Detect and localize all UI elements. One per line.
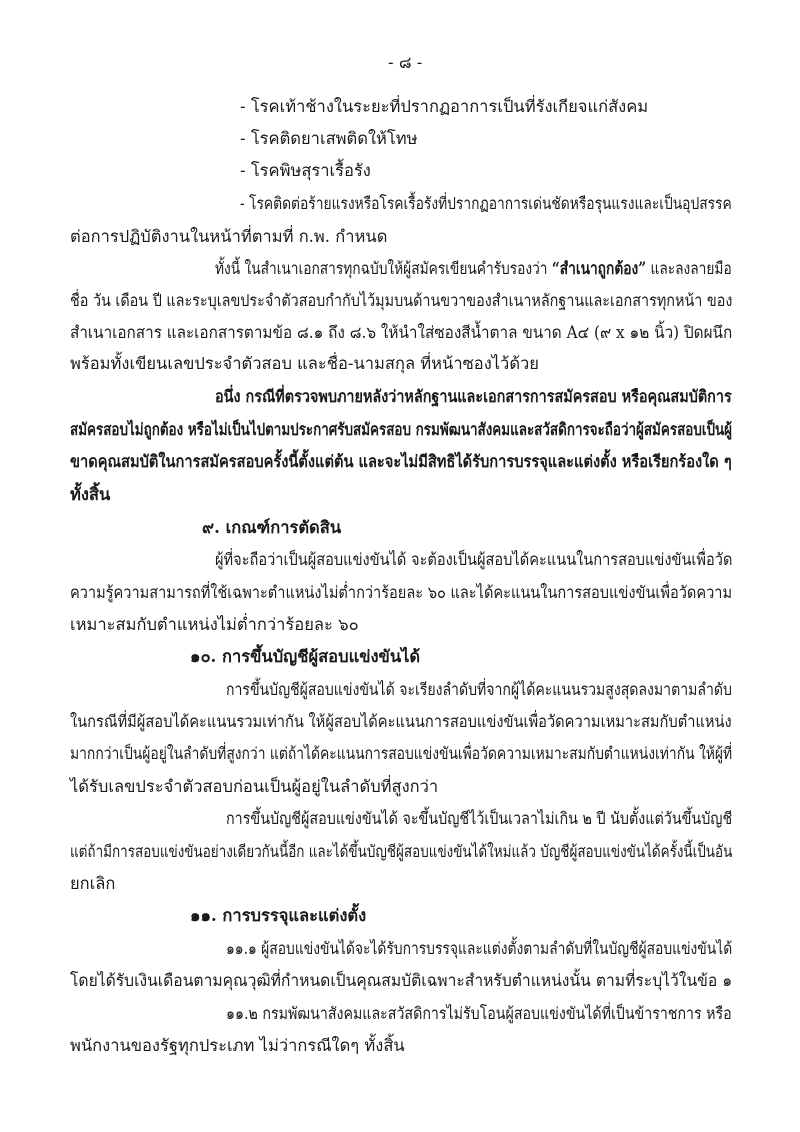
paragraph-line: สำเนาเอกสาร และเอกสารตามข้อ ๘.๑ ถึง ๘.๖ ให้นำใส่ซองสีน้ำตาล ขนาด A๔ (๙ x ๑๒ นิ้ว) ปิดผนึก (70, 323, 733, 342)
paragraph-line (215, 258, 732, 280)
section-heading: ๑๐. การขึ้นบัญชีผู้สอบแข่งขันได้ (190, 647, 421, 666)
paragraph-line: ในกรณีที่มีผู้สอบได้คะแนนรวมเท่ากัน ให้ผู้สอบได้คะแนนการสอบแข่งขันเพื่อวัดความเหมาะสมกับตำแหน่ง (70, 712, 732, 731)
certified-copy-phrase: “สำเนาถูกต้อง” (551, 259, 647, 278)
paragraph-line: ยกเลิก (70, 874, 116, 893)
bullet-item: - โรคพิษสุราเรื้อรัง (240, 161, 371, 180)
section-heading: ๙. เกณฑ์การตัดสิน (202, 518, 342, 537)
paragraph-line: ได้รับเลขประจำตัวสอบก่อนเป็นผู้อยู่ในลำดับที่สูงกว่า (70, 777, 439, 796)
paragraph-line: การขึ้นบัญชีผู้สอบแข่งขันได้ จะเรียงลำดับที่จากผู้ได้คะแนนรวมสูงสุดลงมาตามลำดับ (226, 680, 732, 699)
paragraph-line: การขึ้นบัญชีผู้สอบแข่งขันได้ จะขึ้นบัญชีไว้เป็นเวลาไม่เกิน ๒ ปี นับตั้งแต่วันขึ้นบัญชี (226, 809, 733, 828)
paragraph-line: ชื่อ วัน เดือน ปี และระบุเลขประจำตัวสอบกำกับไว้มุมบนด้านขวาของสำเนาหลักฐานและเอกสารทุกหน้า ของ (70, 291, 733, 310)
warning-line: สมัครสอบไม่ถูกต้อง หรือไม่เป็นไปตามประกาศรับสมัครสอบ กรมพัฒนาสังคมและสวัสดิการจะถือว่าผู้สมัครสอบเป็นผู้ (70, 420, 733, 439)
paragraph-line: มากกว่าเป็นผู้อยู่ในลำดับที่สูงกว่า แต่ถ้าได้คะแนนการสอบแข่งขันเพื่อวัดความเหมาะสมกับตำแหน่งเท่ากัน ให้ผู้ที่ (70, 744, 733, 763)
paragraph-line: ๑๑.๒ กรมพัฒนาสังคมและสวัสดิการไม่รับโอนผู้สอบแข่งขันได้ที่เป็นข้าราชการ หรือ (226, 1004, 732, 1023)
warning-line: ขาดคุณสมบัติในการสมัครสอบครั้งนี้ตั้งแต่ต้น และจะไม่มีสิทธิได้รับการบรรจุและแต่งตั้ง หรือเรียกร้องใด ๆ (70, 452, 732, 471)
bullet-item: - โรคติดยาเสพติดให้โทษ (240, 129, 418, 148)
paragraph-line: ความรู้ความสามารถที่ใช้เฉพาะตำแหน่งไม่ต่ำกว่าร้อยละ ๖๐ และได้คะแนนในการสอบแข่งขันเพื่อวัดความ (70, 583, 733, 602)
bullet-item: - โรคติดต่อร้ายแรงหรือโรคเรื้อรังที่ปรากฏอาการเด่นชัดหรือรุนแรงและเป็นอุปสรรค (240, 194, 732, 213)
warning-line: ทั้งสิ้น (70, 485, 111, 504)
page-number: - ๘ - (388, 53, 423, 72)
bullet-continuation: ต่อการปฏิบัติงานในหน้าที่ตามที่ ก.พ. กำหนด (70, 227, 388, 246)
paragraph-line: ๑๑.๑ ผู้สอบแข่งขันได้จะได้รับการบรรจุและแต่งตั้งตามลำดับที่ในบัญชีผู้สอบแข่งขันได้ (226, 939, 733, 958)
paragraph-line: ผู้ที่จะถือว่าเป็นผู้สอบแข่งขันได้ จะต้องเป็นผู้สอบได้คะแนนในการสอบแข่งขันเพื่อวัด (215, 550, 733, 569)
bullet-item: - โรคเท้าช้างในระยะที่ปรากฏอาการเป็นที่รังเกียจแก่สังคม (240, 97, 649, 116)
paragraph-text: ทั้งนี้ ในสำเนาเอกสารทุกฉบับให้ผู้สมัครเขียนคำรับรองว่า (215, 259, 552, 278)
paragraph-line: พร้อมทั้งเขียนเลขประจำตัวสอบ และชื่อ-นามสกุล ที่หน้าซองไว้ด้วย (70, 354, 539, 373)
section-heading: ๑๑. การบรรจุและแต่งตั้ง (190, 906, 367, 925)
paragraph-line: พนักงานของรัฐทุกประเภท ไม่ว่ากรณีใดๆ ทั้งสิ้น (70, 1036, 405, 1055)
paragraph-text: และลงลายมือ (646, 259, 732, 278)
paragraph-line: เหมาะสมกับตำแหน่งไม่ต่ำกว่าร้อยละ ๖๐ (70, 615, 359, 634)
warning-line: อนึ่ง กรณีที่ตรวจพบภายหลังว่าหลักฐานและเอกสารการสมัครสอบ หรือคุณสมบัติการ (215, 387, 732, 406)
paragraph-line: แต่ถ้ามีการสอบแข่งขันอย่างเดียวกันนี้อีก และได้ขึ้นบัญชีผู้สอบแข่งขันได้ใหม่แล้ว บัญชีผู้สอบแข่งขันได้ครั้งนี้เป็นอัน (70, 842, 733, 861)
paragraph-line: โดยได้รับเงินเดือนตามคุณวุฒิที่กำหนดเป็นคุณสมบัติเฉพาะสำหรับตำแหน่งนั้น ตามที่ระบุไว้ในข้อ ๑ (70, 971, 733, 990)
